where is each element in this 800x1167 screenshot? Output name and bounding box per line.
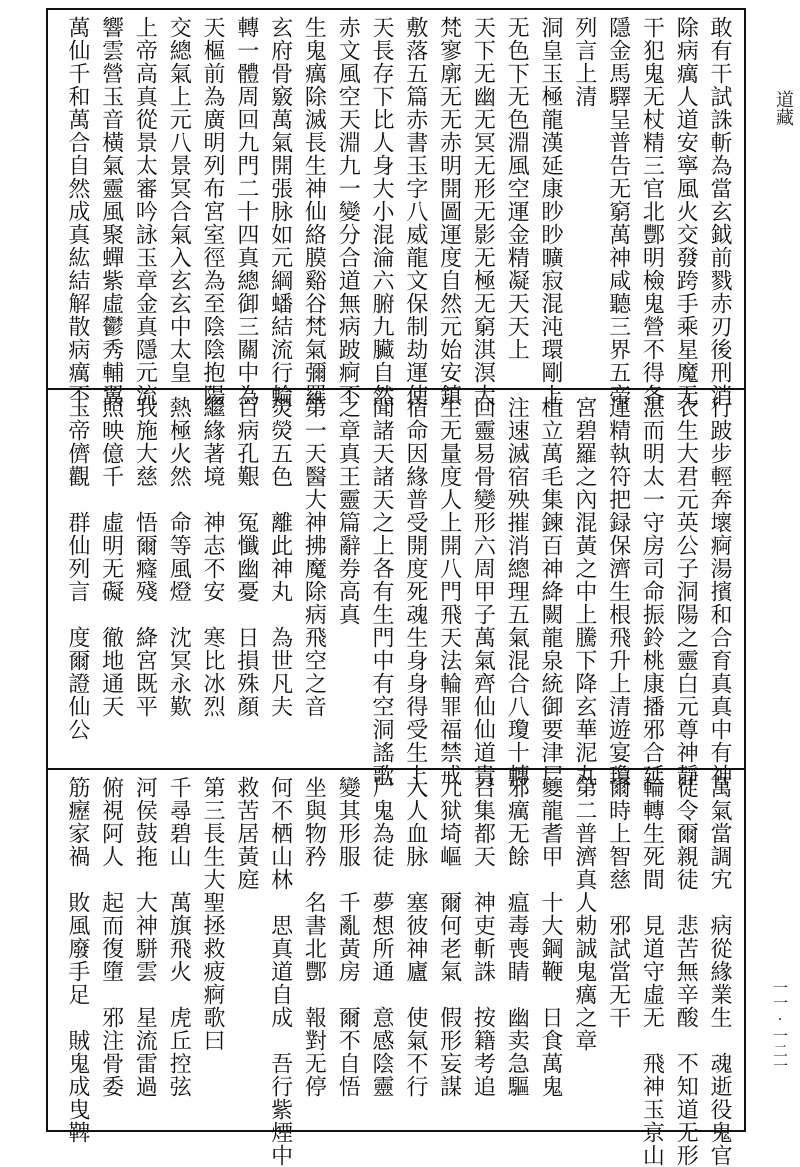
text-column: 萬氣當調宄 病從緣業生 魂逝役鬼官: [707, 776, 732, 1167]
text-column: 玄府骨竅萬氣開張脉如元綱蟠結流行輪: [267, 16, 293, 407]
text-column: 響雲營玉音橫氣靈風聚蟬紫虛鬱秀輔翼: [98, 16, 124, 407]
text-column: 運精執符把録保濟生根飛升上清遊宴瓊: [605, 396, 631, 787]
text-column: 天樞前為廣明列布宮室徑為至陰陰抱陽: [200, 16, 225, 407]
text-column: 千尋碧山 萬旗飛火 虎丘控弦: [166, 776, 192, 1098]
text-column: 爾時上智慈 邪試當无干: [605, 776, 631, 1029]
text-column: 梵寥廓无无赤明開圖運度自然元始安鎮: [436, 16, 462, 407]
text-column: 輪轉生死間 見道守虛无 飛神玉京山: [639, 776, 665, 1167]
text-column: 救苦居黃庭: [233, 776, 259, 891]
text-column: 天長存下比人身大小混淪六腑九臟自然: [369, 16, 394, 407]
text-column: 天下无幽无冥无形无影无極无窮淇溟大: [470, 16, 496, 407]
text-column: 注速滅宿殃摧消總理五氣混合八瓊十轉: [504, 396, 530, 787]
text-column: 宮碧羅之內混黃之中上騰下降玄華泥丸: [571, 396, 597, 787]
text-column: 第一天醫大神拂魔除病飛空之音: [301, 396, 327, 718]
text-column: 變其形服 千亂黃房 爾不自悟: [335, 776, 361, 1098]
text-column: 洞皇玉極龍漢延康眇眇曠寂混沌環剛上: [538, 16, 563, 407]
text-column: 玉帝儕觀 群仙列言 度爾證仙公: [64, 396, 90, 741]
text-column: 何不栖山林 思真道自成 吾行紫煙中: [267, 776, 293, 1167]
text-panel-bottom: [48, 770, 744, 1167]
text-column: 宿命因緣普受開度死魂生身身得受生上: [402, 396, 428, 787]
text-column: 回靈易骨變形六周甲子萬氣齊仙仙道貴: [470, 396, 496, 787]
text-column: 上帝高真從景太審吟詠玉章金真隱元流: [132, 16, 158, 407]
text-column: 九狱埼嶇 爾何老氣 假形妄謀: [436, 776, 462, 1098]
text-column: 第二普濟真人勅誠鬼癘之章: [571, 776, 597, 1052]
text-column: 湛而明太一守房司命振鈴桃康播邪合延: [639, 396, 665, 787]
text-column: 筋癧家禍 敗風廢手足 賊鬼成曳鞞: [64, 776, 90, 1144]
text-column: 无色下无色淵風空運金精凝天天上: [504, 16, 530, 361]
text-column: 植立萬毛集鍊百神絳闕龍泉統御要津尸: [538, 396, 563, 787]
text-column: 照映億千 虛明无礙 徹地通天: [98, 396, 124, 718]
text-panel-middle: [48, 390, 744, 787]
text-column: 繼緣著境 神志不安 寒比冰烈: [200, 396, 225, 718]
text-column: 百病孔艱 冤懺幽憂 日損殊顏: [233, 396, 259, 718]
text-column: 隱金馬驛呈普告无窮萬神咸聽三界五帝: [605, 16, 631, 407]
text-column: 聞諸天諸天之上各有生門中有空洞謠歌: [369, 396, 394, 787]
text-column: 俯視阿人 起而復墮 邪注骨委: [98, 776, 124, 1098]
text-column: 交總氣上元八景冥合氣入玄玄中太皇: [166, 16, 192, 384]
text-column: 熱極火然 命等風燈 沈冥永歎: [166, 396, 192, 718]
text-column: 敢有干試誅斬為當玄鉞前戮赤刃後刑消: [707, 16, 732, 407]
text-column: 生无量度人上開八門飛天法輪罪福禁戒: [436, 396, 462, 787]
margin-title: 道藏: [773, 90, 794, 126]
text-column: 干犯鬼无杖精三官北酆明檢鬼營不得各: [639, 16, 665, 407]
text-column: 熒熒五色 離此神丸 為世凡夫: [267, 396, 293, 718]
text-column: 夔龍耆甲 十大鋼鞭 日食萬鬼: [538, 776, 563, 1098]
text-column: 行跛步輕奔壞痾湯擯和合育真真中有神: [707, 396, 732, 787]
text-column: 衣生大君元英公子洞陽之靈白元尊神靜: [673, 396, 699, 787]
text-column: 徒令爾親徒 悲苦無辛酸 不知道无形: [673, 776, 699, 1167]
text-column: 坐與物矜 名書北酆 報對无停: [301, 776, 327, 1098]
text-panel-top: [48, 10, 744, 407]
text-column: 生鬼癘除滅長生神仙絡膜谿谷梵氣彌羅: [301, 16, 327, 407]
text-column: 我施大慈 悟爾癃殘 絳宮既平: [132, 396, 158, 718]
text-column: 赤文風空天淵九一變分合道無病跛痾不: [335, 16, 361, 407]
page-number: 一一·一二一: [771, 980, 789, 1073]
text-column: 召集都天 神吏斬誅 按籍考追: [470, 776, 496, 1098]
text-column: 萬仙千和萬合自然成真紘結解散病癘不: [64, 16, 90, 407]
text-column: 敷落五篇赤書玉字八威龍文保制劫運使: [402, 16, 428, 407]
text-column: 列言上清: [571, 16, 597, 108]
text-column: 河侯鼓拖 大神駢雲 星流雷過: [132, 776, 158, 1098]
text-column: 轉一體周回九門二十四真總御三關中為: [233, 16, 259, 407]
text-column: 邪癘无餘 瘟毒喪睛 幽卖急驅: [504, 776, 530, 1098]
text-column: 之章真王靈篇辭券高真: [335, 396, 361, 626]
text-column: 除病癘人道安寧風火交發跨手乘星魔无: [673, 16, 699, 407]
text-column: 尸鬼為徒 夢想所通 意感陰靈: [369, 776, 394, 1098]
text-column: 入人血脉 塞彼神廬 使氣不行: [402, 776, 428, 1098]
page-frame: [46, 8, 746, 1167]
text-column: 第三長生大聖拯救疲痾歌曰: [200, 776, 225, 1052]
